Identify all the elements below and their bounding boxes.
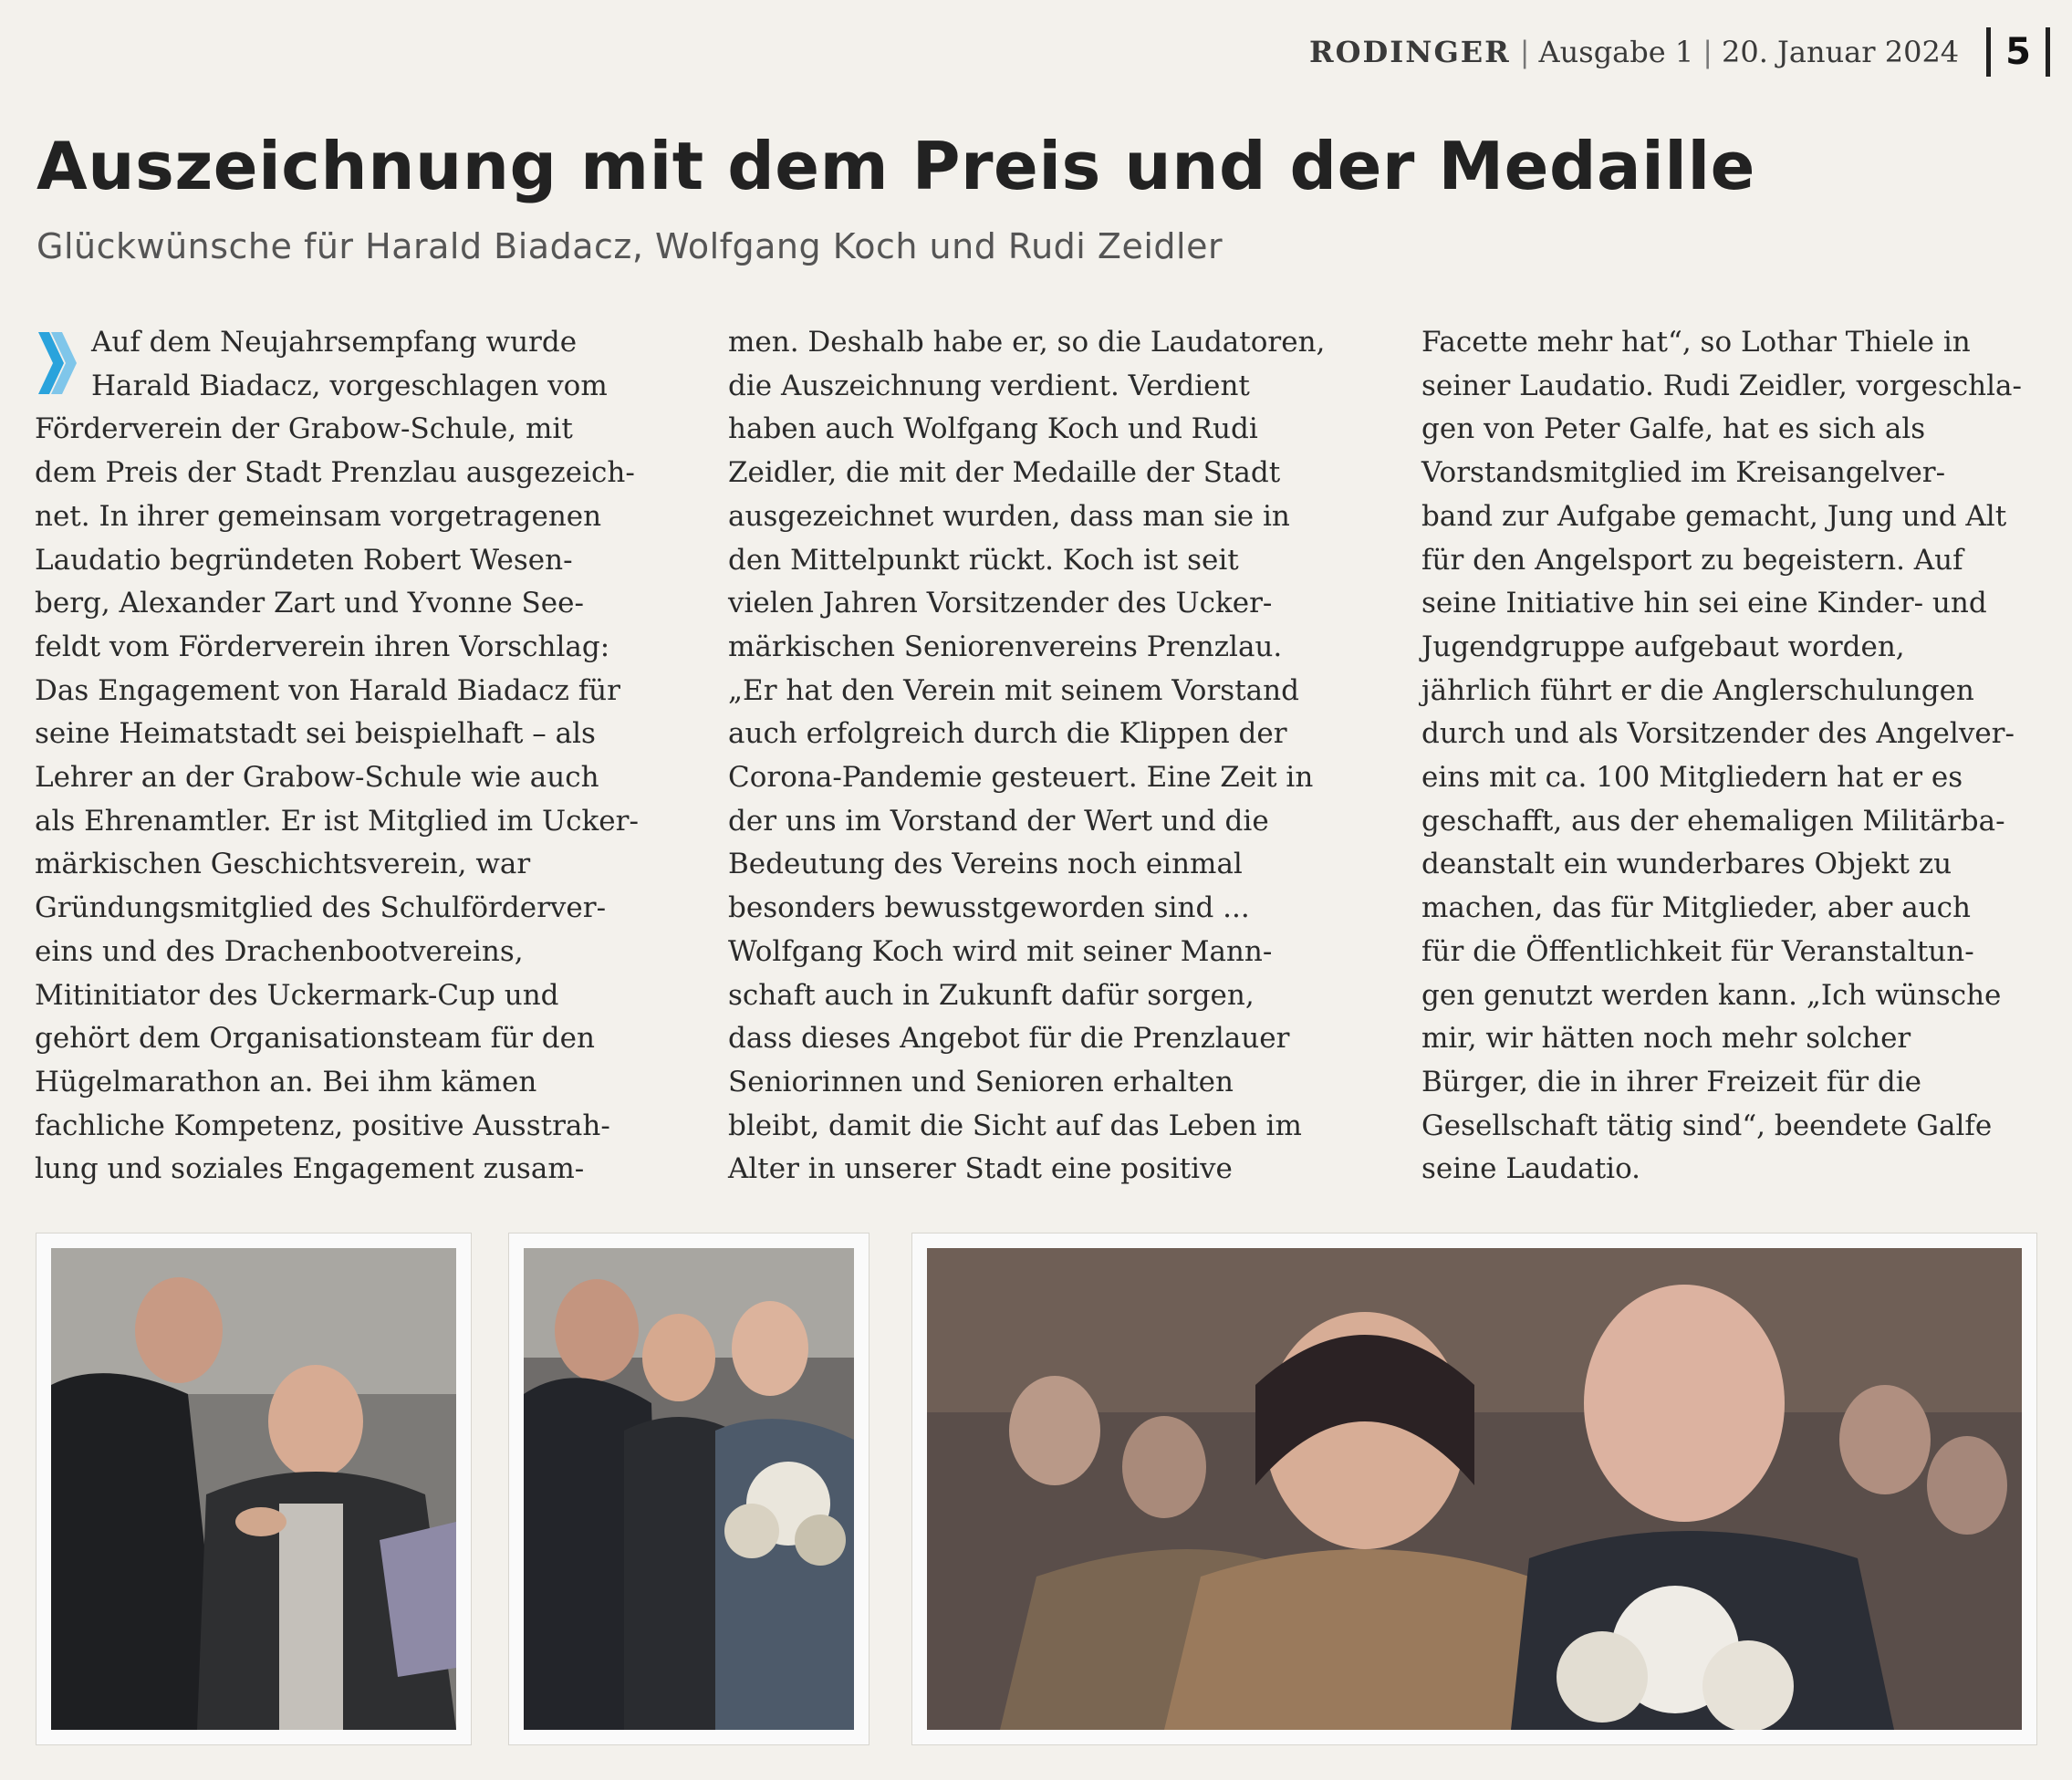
article-text-line: deanstalt ein wunderbares Objekt zu — [1421, 848, 1952, 881]
article-text-line: Bedeutung des Vereins noch einmal — [728, 848, 1243, 881]
photo-congratulation-flowers — [509, 1234, 869, 1744]
article-text-line: dass dieses Angebot für die Prenzlauer — [728, 1022, 1290, 1056]
article-text-line: seine Laudatio. — [1421, 1152, 1641, 1186]
article-column-2 — [728, 321, 1394, 1192]
article-text-line: geschafft, aus der ehemaligen Militärba- — [1421, 804, 2005, 838]
article-text-line: Laudatio begründeten Robert Wesen- — [35, 543, 573, 577]
article-text-line: Wolfgang Koch wird mit seiner Mann- — [728, 934, 1273, 968]
article-text-line: Gründungsmitglied des Schulförderver- — [35, 891, 607, 925]
issue-label: Ausgabe 1 — [1538, 35, 1694, 69]
photo-couple-portrait — [912, 1234, 2036, 1744]
article-text-line: märkischen Seniorenvereins Prenzlau. — [728, 630, 1283, 663]
article-text-line: bleibt, damit die Sicht auf das Leben im — [728, 1109, 1302, 1142]
article-text-line: gen genutzt werden kann. „Ich wünsche — [1421, 978, 2002, 1012]
article-text-line: vielen Jahren Vorsitzender des Ucker- — [728, 587, 1273, 620]
article-text-line: „Er hat den Verein mit seinem Vorstand — [728, 673, 1299, 707]
article-column-1 — [35, 321, 701, 1192]
article-headline: Auszeichnung mit dem Preis und der Medaille — [36, 128, 1755, 204]
article-subheadline: Glückwünsche für Harald Biadacz, Wolfgang Koch und Rudi Zeidler — [36, 226, 1223, 266]
separator: | — [1519, 35, 1530, 69]
article-text-line: Seniorinnen und Senioren erhalten — [728, 1065, 1234, 1098]
publication-name: RODINGER — [1309, 35, 1511, 69]
article-text-line: machen, das für Mitglieder, aber auch — [1421, 891, 1971, 925]
article-text-line: Facette mehr hat“, so Lothar Thiele in — [1421, 326, 1971, 359]
article-text-line: jährlich führt er die Anglerschulungen — [1421, 673, 1974, 707]
article-text-line: Hügelmarathon an. Bei ihm kämen — [35, 1065, 537, 1098]
article-text-line: gehört dem Organisationsteam für den — [35, 1022, 595, 1056]
article-text-line: Jugendgruppe aufgebaut worden, — [1421, 630, 1905, 663]
page-number: 5 — [1986, 27, 2050, 77]
article-text-line: als Ehrenamtler. Er ist Mitglied im Ucker- — [35, 804, 639, 838]
article-text-line: eins und des Drachenbootvereins, — [35, 934, 524, 968]
article-text-line: berg, Alexander Zart und Yvonne See- — [35, 587, 584, 620]
photo-award-handover — [36, 1234, 471, 1744]
photo-congratulation-flowers-image — [524, 1248, 854, 1730]
article-text-line: durch und als Vorsitzender des Angelver- — [1421, 717, 2015, 751]
masthead — [1309, 27, 2050, 77]
article-text-line: für den Angelsport zu begeistern. Auf — [1421, 543, 1963, 577]
article-text-line: Auf dem Neujahrsempfang wurde — [91, 326, 578, 359]
article-text-line: haben auch Wolfgang Koch und Rudi — [728, 412, 1258, 446]
article-text-line: Harald Biadacz, vorgeschlagen vom — [91, 369, 608, 402]
article-text-line: der uns im Vorstand der Wert und die — [728, 804, 1269, 838]
article-text-line: märkischen Geschichtsverein, war — [35, 848, 531, 881]
photo-award-handover-image — [51, 1248, 456, 1730]
article-text-line: den Mittelpunkt rückt. Koch ist seit — [728, 543, 1239, 577]
article-text-line: Bürger, die in ihrer Freizeit für die — [1421, 1065, 1921, 1098]
article-text-line: dem Preis der Stadt Prenzlau ausgezeich- — [35, 456, 635, 490]
article-text-line: Corona-Pandemie gesteuert. Eine Zeit in — [728, 761, 1314, 795]
photo-couple-portrait-image — [927, 1248, 2022, 1730]
article-text-line: ausgezeichnet wurden, dass man sie in — [728, 499, 1290, 533]
article-text-line: mir, wir hätten noch mehr solcher — [1421, 1022, 1911, 1056]
article-text-line: gen von Peter Galfe, hat es sich als — [1421, 412, 1926, 446]
article-text-line: eins mit ca. 100 Mitgliedern hat er es — [1421, 761, 1963, 795]
article-text-line: die Auszeichnung verdient. Verdient — [728, 369, 1250, 402]
article-column-3 — [1421, 321, 2072, 1192]
article-text-line: für die Öffentlichkeit für Veranstaltun- — [1421, 934, 1974, 968]
article-text-line: auch erfolgreich durch die Klippen der — [728, 717, 1287, 751]
article-text-line: lung und soziales Engagement zusam- — [35, 1152, 585, 1186]
article-text-line: Gesellschaft tätig sind“, beendete Galfe — [1421, 1109, 1993, 1142]
article-text-line: Das Engagement von Harald Biadacz für — [35, 673, 620, 707]
separator: | — [1702, 35, 1713, 69]
article-text-line: schaft auch in Zukunft dafür sorgen, — [728, 978, 1255, 1012]
article-text-line: net. In ihrer gemeinsam vorgetragenen — [35, 499, 602, 533]
article-text-line: seiner Laudatio. Rudi Zeidler, vorgeschla- — [1421, 369, 2022, 402]
article-text-line: Alter in unserer Stadt eine positive — [728, 1152, 1233, 1186]
article-text-line: fachliche Kompetenz, positive Ausstrah- — [35, 1109, 610, 1142]
article-text-line: seine Heimatstadt sei beispielhaft – als — [35, 717, 596, 751]
issue-date: 20. Januar 2024 — [1721, 35, 1960, 69]
article-text-line: band zur Aufgabe gemacht, Jung und Alt — [1421, 499, 2007, 533]
article-text-line: men. Deshalb habe er, so die Laudatoren, — [728, 326, 1326, 359]
article-text-line: Vorstandsmitglied im Kreisangelver- — [1421, 456, 1946, 490]
article-text-line: Förderverein der Grabow-Schule, mit — [35, 412, 573, 446]
article-text-line: Lehrer an der Grabow-Schule wie auch — [35, 761, 599, 795]
article-text-line: besonders bewusstgeworden sind ... — [728, 891, 1250, 925]
article-text-line: feldt vom Förderverein ihren Vorschlag: — [35, 630, 610, 663]
article-text-line: Zeidler, die mit der Medaille der Stadt — [728, 456, 1281, 490]
article-text-line: seine Initiative hin sei eine Kinder- und — [1421, 587, 1987, 620]
article-text-line: Mitinitiator des Uckermark-Cup und — [35, 978, 559, 1012]
